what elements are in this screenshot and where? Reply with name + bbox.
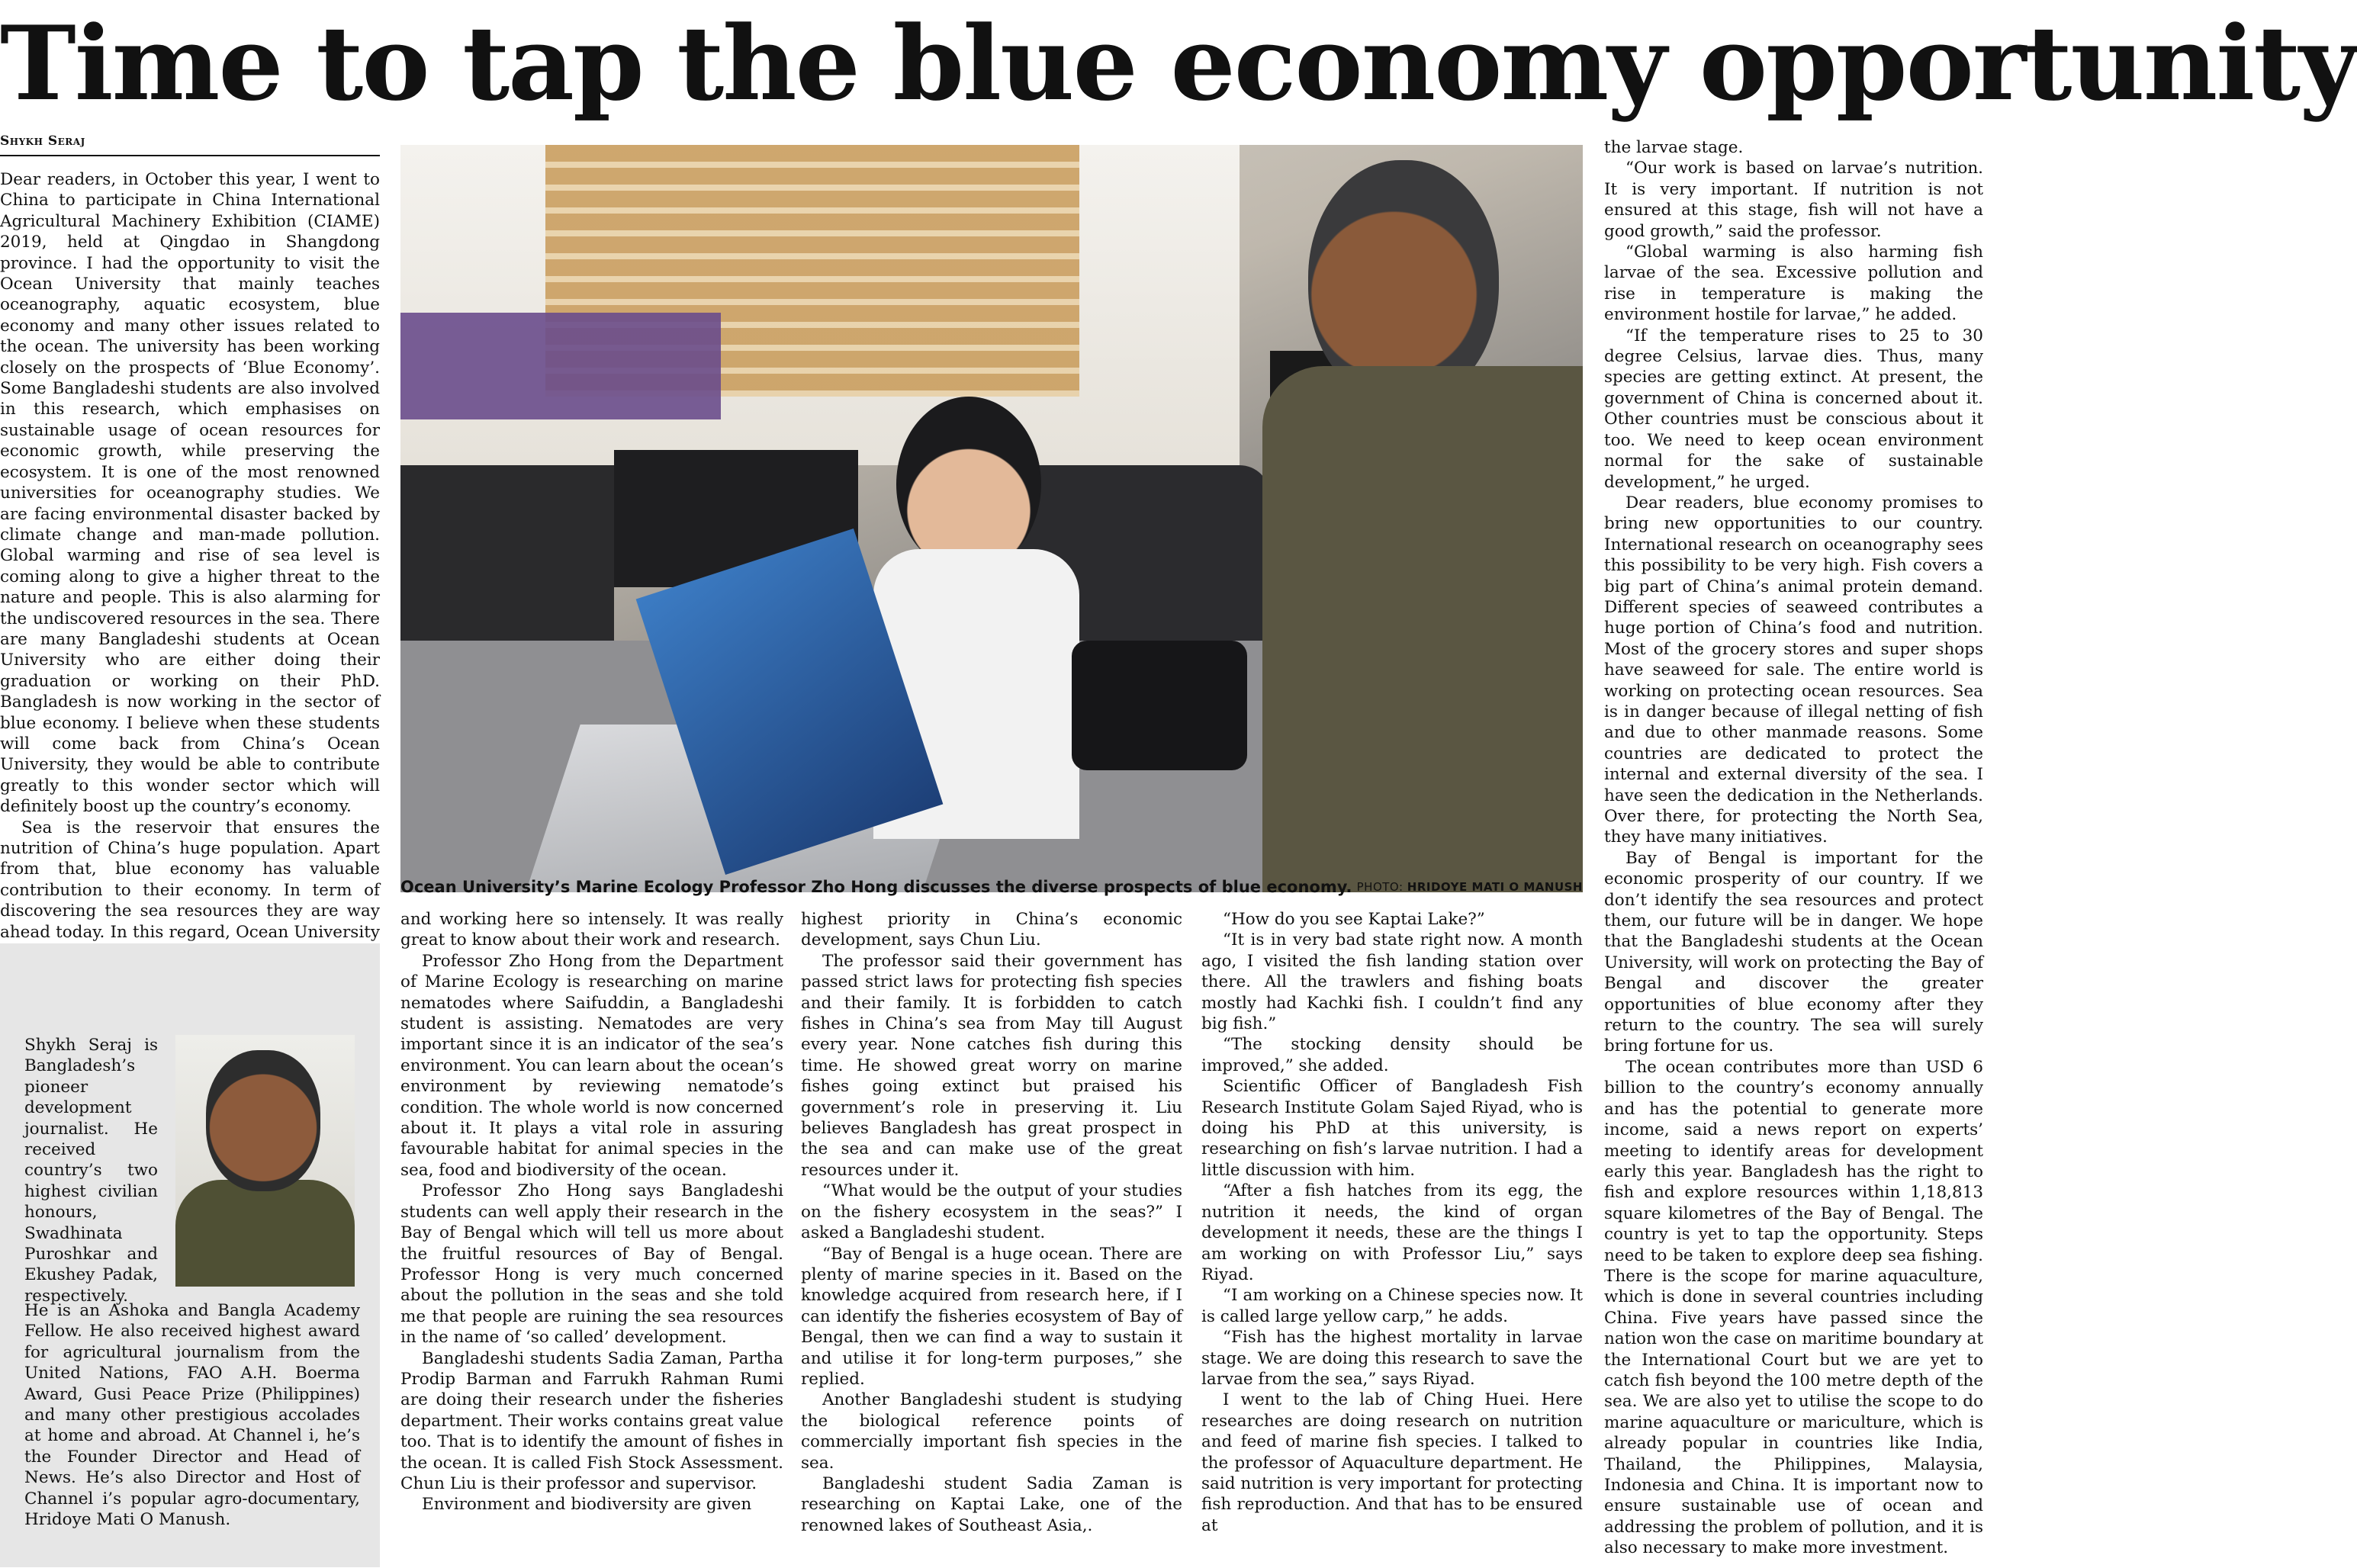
paragraph: “Bay of Bengal is a huge ocean. There are plenty of marine species in it. Based on the knowledge acquired from research here, if I can identify the fisheries ecosystem of Bay of Bengal, then we can find a way to sustain it and utilise it for long-term purposes,” she replied.	[801, 1244, 1182, 1389]
paragraph: highest priority in China’s economic development, says Chun Liu.	[801, 910, 1182, 950]
portrait-face	[206, 1050, 320, 1191]
paragraph: The professor said their government has passed strict laws for protecting fish species and their family. It is forbidden to catch fishes in China’s sea from May till August every year. None catches fish during this time. He showed great worry on marine fishes going extinct but praised his government’s role in preserving it. Liu believes Bangladesh has great prospect in the sea and can make use of the great resources under it.	[801, 951, 1182, 1180]
article-column-3	[801, 909, 1182, 1554]
paragraph: Dear readers, blue economy promises to bring new opportunities to our country. International research on oceanography sees this possibility to be very high. Fish covers a big part of China’s animal protein demand. Different species of seaweed contributes a huge portion of China’s food and nutrition. Most of the grocery stores and super shops have seaweed for sale. The entire world is working on protecting ocean resources. Sea is in danger because of illegal netting of fish and due to other manmade reasons. Some countries are dedicated to protect the internal and external diversity of the sea. I have seen the dedication in the Netherlands. Over there, for protecting the North Sea, they have many initiatives.	[1604, 493, 1983, 847]
paragraph: Bangladeshi student Sadia Zaman is researching on Kaptai Lake, one of the renowned lakes of Southeast Asia,.	[801, 1473, 1182, 1535]
article-column-1	[0, 169, 380, 942]
paragraph: Environment and biodiversity are given	[422, 1495, 752, 1515]
article-photo	[400, 145, 1583, 892]
purple-curtain	[400, 313, 721, 419]
paragraph: “I am working on a Chinese species now. It is called large yellow carp,” he adds.	[1201, 1286, 1583, 1326]
bio-lead: Shykh Seraj is Bangladesh’s pioneer development journalist. He received country’s two highest civilian honours, Swadhinata Puroshkar and Ekushey Padak, respectively.	[24, 1036, 158, 1306]
photo-credit-label: PHOTO:	[1356, 880, 1404, 894]
journalist-body	[1262, 366, 1583, 892]
paragraph: “Fish has the highest mortality in larvae stage. We are doing this research to save the larvae from the sea,” says Riyad.	[1201, 1328, 1583, 1389]
paragraph: Sea is the reservoir that ensures the nutrition of China’s huge population. Apart from that, blue economy has valuable contribution to their economy. In term of discovering the sea resources they are way ahead today. In this regard, Ocean University	[0, 818, 380, 942]
paragraph: Bangladeshi students Sadia Zaman, Partha Prodip Barman and Farrukh Rahman Rumi are doing their research under the fisheries department. Their works contains great value too. That is to identify the amount of fishes in the ocean. It is called Fish Stock Assessment. Chun Liu is their professor and supervisor.	[400, 1348, 783, 1493]
byline: Shykh Seraj	[0, 133, 380, 156]
video-camera	[1072, 641, 1247, 770]
bio-text: He is an Ashoka and Bangla Academy Fellow. He also received highest award for agricultural journalism from the United Nations, FAO A.H. Boerma Award, Gusi Peace Prize (Philippines) and many other prestigious accolades at home and abroad. At Channel i, he’s the Founder Director and Head of News. He’s also Director and Host of Channel i’s popular agro-documentary, Hridoye Mati O Manush.	[24, 1301, 360, 1530]
paragraph: I went to the lab of Ching Huei. Here researches are doing research on nutrition and feed of marine fish species. I talked to the professor of Aquaculture department. He said nutrition is very important for protecting fish reproduction. And that has to be ensured at	[1201, 1390, 1583, 1535]
paragraph: The ocean contributes more than USD 6 billion to the country’s economy annually and has the potential to generate more income, said a news report on experts’ meeting to identify areas for development early this year. Bangladesh has the right to fish and explore resources within 1,18,813 square kilometres of the Bay of Bengal. The country is yet to tap the opportunity. Steps need to be taken to explore deep sea fishing. There is the scope for marine aquaculture, which is done in several countries including China. Five years have passed since the nation won the case on maritime boundary at the International Court but we are yet to catch fish beyond the 100 metre depth of the sea. We are also yet to utilise the scope to do marine aquaculture or mariculture, which is already popular in countries like India, Thailand, the Philippines, Malaysia, Indonesia and China. It is important now to ensure sustainable use of ocean and addressing the problem of pollution, and it is also necessary to make more investment.	[1604, 1057, 1983, 1558]
paragraph: “The stocking density should be improved,” she added.	[1201, 1035, 1583, 1075]
journalist-figure	[1262, 145, 1583, 892]
paragraph: “What would be the output of your studies on the fishery ecosystem in the seas?” I asked a Bangladeshi student.	[801, 1181, 1182, 1243]
paragraph: “Our work is based on larvae’s nutrition. It is very important. If nutrition is not ensured at this stage, fish will not have a good growth,” said the professor.	[1604, 159, 1983, 241]
headline: Time to tap the blue economy opportunity	[0, 3, 2357, 124]
paragraph: Scientific Officer of Bangladesh Fish Research Institute Golam Sajed Riyad, who is doing his PhD at this university, is researching on fish’s larvae nutrition. I had a little discussion with him.	[1201, 1077, 1583, 1180]
paragraph: “After a fish hatches from its egg, the nutrition it needs, the kind of organ development it needs, these are the things I am working on with Professor Liu,” says Riyad.	[1201, 1181, 1583, 1284]
author-bio-box	[0, 943, 380, 1567]
photo-credit	[1357, 880, 1583, 894]
professor-head	[896, 397, 1041, 572]
paragraph: Bay of Bengal is important for the economic prosperity of our country. If we don’t identify the sea resources and protect them, our future will be in danger. We hope that the Bangladeshi students at the Ocean University, will work on protecting the Bay of Bengal and discover the greater opportunities of blue economy after they return to the country. The sea will surely bring fortune for us.	[1604, 848, 1983, 1056]
portrait-shirt	[175, 1180, 355, 1287]
paragraph: Professor Zho Hong says Bangladeshi students can well apply their research in the Bay of Bengal which will tell us more about the fruitful resources of Bay of Bengal. Professor Hong is very much concerned about the pollution in the seas and she told me that people are ruining the sea resources in the name of ‘so called’ development.	[400, 1181, 783, 1348]
paragraph: “It is in very bad state right now. A month ago, I visited the fish landing station over there. All the trawlers and fishing boats mostly had Kachki fish. I couldn’t find any big fish.”	[1201, 930, 1583, 1034]
article-column-5	[1604, 137, 1983, 1560]
paragraph: “If the temperature rises to 25 to 30 degree Celsius, larvae dies. Thus, many species are getting extinct. At present, the government of China is concerned about it. Other countries must be conscious about it too. We need to keep ocean environment normal for the sake of sustainable development,” he urged.	[1604, 326, 1983, 492]
photo-credit-name: HRIDOYE MATI O MANUSH	[1407, 880, 1583, 894]
microwave	[400, 465, 614, 641]
paragraph: Another Bangladeshi student is studying the biological reference points of commercially important fish species in the sea.	[801, 1390, 1182, 1473]
paragraph: “Global warming is also harming fish larvae of the sea. Excessive pollution and rise in temperature is making the environment hostile for larvae,” he added.	[1604, 243, 1983, 325]
photo-caption: Ocean University’s Marine Ecology Professor Zho Hong discusses the diverse prospects of blue economy.	[400, 878, 1352, 896]
paragraph: “How do you see Kaptai Lake?”	[1223, 910, 1485, 929]
paragraph: and working here so intensely. It was really great to know about their work and research.	[400, 910, 783, 950]
article-column-4	[1201, 909, 1583, 1554]
paragraph: Dear readers, in October this year, I went to China to participate in China International Agricultural Machinery Exhibition (CIAME) 2019, held at Qingdao in Shangdong province. I had the opportunity to visit the Ocean University that mainly teaches oceanography, aquatic ecosystem, blue economy and many other issues related to the ocean. The university has been working closely on the prospects of ‘Blue Economy’. Some Bangladeshi students are also involved in this research, which emphasises on sustainable usage of ocean resources for economic growth, while preserving the ecosystem. It is one of the most renowned universities for oceanography studies. We are facing environmental disaster backed by climate change and man-made pollution. Global warming and rise of sea level is coming along to give a higher threat to the nature and people. This is also alarming for the undiscovered resources in the sea. There are many Bangladeshi students at Ocean University who are either doing their graduation or working on their PhD. Bangladesh is now working in the sector of blue economy. I believe when these students will come back from China’s Ocean University, they would be able to contribute greatly to this wonder sector which will definitely boost up the country’s economy.	[0, 170, 380, 817]
paragraph: the larvae stage.	[1604, 138, 1744, 157]
article-column-2	[400, 909, 783, 1554]
paragraph: Professor Zho Hong from the Department of Marine Ecology is researching on marine nematodes where Saifuddin, a Bangladeshi student is assisting. Nematodes are very important since it is an indicator of the sea’s environment. You can learn about the ocean’s environment by reviewing nematode’s condition. The whole world is now concerned about it. It plays a vital role in assuring favourable habitat for animal species in the sea, food and biodiversity of the ocean.	[400, 951, 783, 1180]
author-portrait	[175, 1035, 355, 1283]
